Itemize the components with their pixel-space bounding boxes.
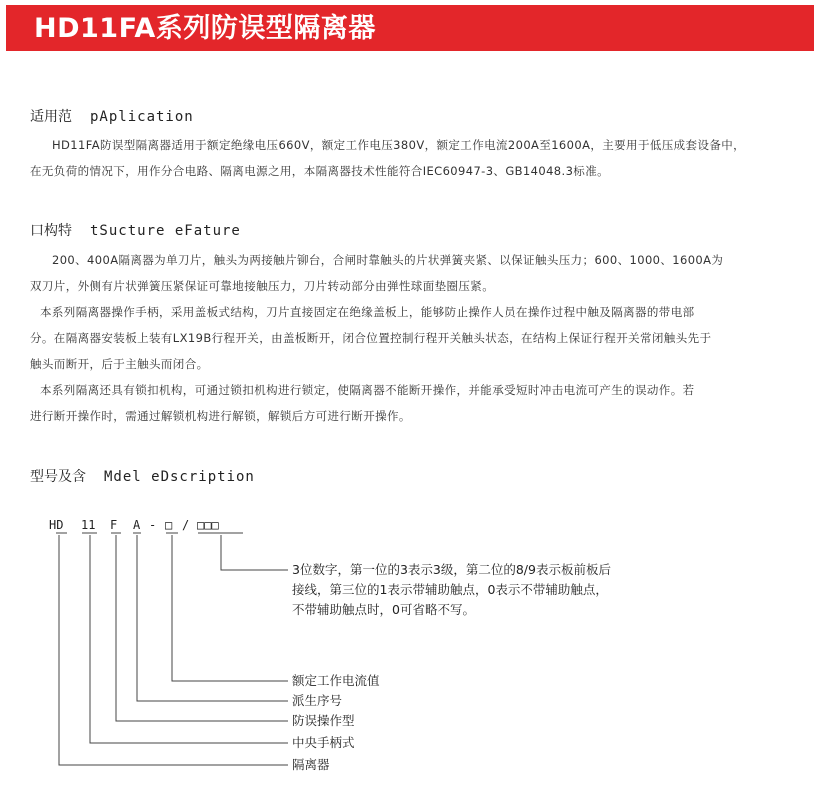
note-line: 接线，第三位的1表示带辅助触点，0表示不带辅助触点， — [292, 582, 608, 597]
note-line: 3位数字，第一位的3表示3级，第二位的8/9表示板前板后 — [292, 562, 611, 577]
code-slash: / — [182, 518, 190, 532]
label-isolator: 隔离器 — [292, 757, 330, 772]
label-derived-number: 派生序号 — [292, 693, 343, 708]
application-heading-en: pAplication — [90, 109, 194, 125]
code-current-box: □ — [165, 518, 173, 532]
page-title: HD11FA系列防误型隔离器 — [34, 13, 376, 44]
code-digits-box: □□□ — [197, 518, 219, 532]
code-hd: HD — [49, 518, 64, 532]
text-line: 200、400A隔离器为单刀片，触头为两接触片铆台，合闸时靠触头的片状弹簧夹紧、以保证触头压力；600、1000、1600A为 — [52, 253, 724, 267]
digit-description — [292, 560, 611, 620]
structure-heading-en: tSucture eFature — [90, 223, 241, 239]
model-heading-en: Mdel eDscription — [104, 469, 255, 485]
code-dash: - — [149, 518, 157, 532]
note-line: 不带辅助触点时，0可省略不写。 — [292, 602, 475, 617]
text-line: 触头而断开，后于主触头而闭合。 — [30, 357, 209, 371]
model-heading-cn: 型号及含 — [30, 469, 86, 485]
code-a: A — [133, 518, 141, 532]
text-line: 本系列隔离还具有锁扣机构，可通过锁扣机构进行锁定，使隔离器不能断开操作，并能承受短时冲击电流可产生的误动作。若 — [40, 383, 695, 397]
text-line: 本系列隔离器操作手柄，采用盖板式结构，刀片直接固定在绝缘盖板上，能够防止操作人员在操作过程中触及隔离器的带电部 — [40, 305, 695, 319]
code-f: F — [110, 518, 118, 532]
text-line: 在无负荷的情况下，用作分合电路、隔离电源之用，本隔离器技术性能符合IEC60947-3、GB14048.3标准。 — [30, 164, 609, 178]
text-line: 双刀片，外侧有片状弹簧压紧保证可靠地接触压力，刀片转动部分由弹性球面垫圈压紧。 — [30, 279, 495, 293]
text-line: HD11FA防误型隔离器适用于额定绝缘电压660V，额定工作电压380V，额定工作电流200A至1600A，主要用于低压成套设备中， — [52, 138, 746, 152]
label-central-handle: 中央手柄式 — [292, 735, 355, 750]
text-line: 分。在隔离器安装板上装有LX19B行程开关，由盖板断开，闭合位置控制行程开关触头状态，在结构上保证行程开关常闭触头先于 — [30, 331, 712, 345]
label-anti-misoperation: 防误操作型 — [292, 713, 355, 728]
structure-heading-cn: 口构特 — [30, 223, 72, 239]
text-line: 进行断开操作时，需通过解锁机构进行解锁，解锁后方可进行断开操作。 — [30, 409, 411, 423]
code-11: 11 — [81, 518, 96, 532]
application-heading-cn: 适用范 — [30, 109, 72, 125]
label-rated-current: 额定工作电流值 — [292, 673, 380, 688]
